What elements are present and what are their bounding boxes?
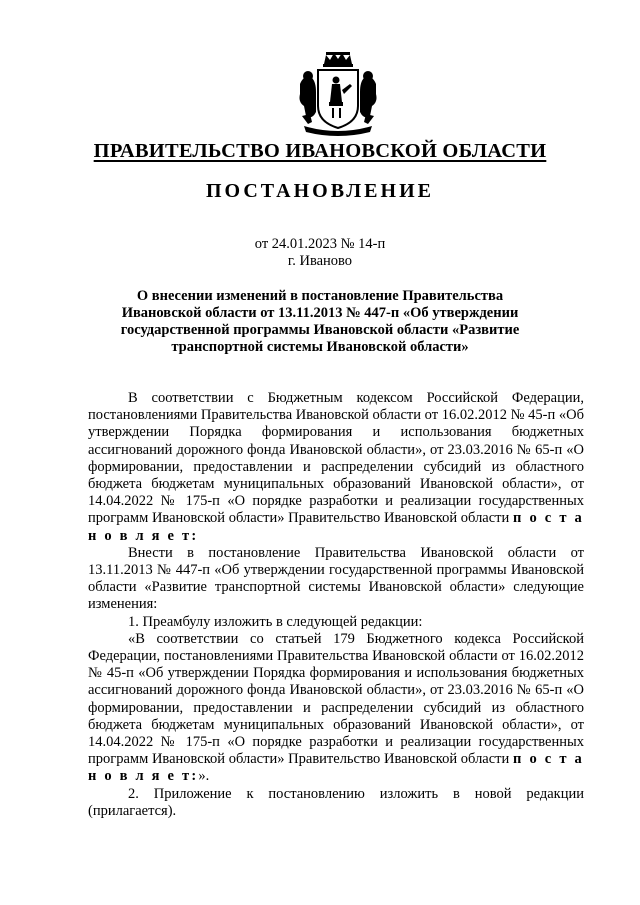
city: г. Иваново <box>287 253 353 269</box>
quote-paragraph: «В соответствии со статьей 179 Бюджетного кодекса Российской Федерации, постановлениями Правительства Ивановской области от 16.02.2012 № 45-п «Об утверждении Порядка формирования и использования бюджетных ассигнований дорожного фонда Ивановской области», от 23.03.2016 № 65-п «О формировании, предоставлении и распределении субсидий из областного бюджета бюджетам муниципальных образований Ивановской области», от 14.04.2022 № 175-п «О порядке разработки и реализации государственных программ Ивановской области» Правительство Ивановской области п о с т а н о в л я е т:». <box>88 630 585 785</box>
quote-decree-word: п о с т а н о в л я е т: <box>88 751 585 785</box>
document-type: ПОСТАНОВЛЕНИЕ <box>206 180 434 202</box>
date-number: от 24.01.2023 № 14-п <box>254 236 386 252</box>
document-subject: О внесении изменений в постановление Правительства Ивановской области от 13.11.2013 № 447-п «Об утверждении государственной программы Ивановской области «Развитие транспортной системы Ивановской области» <box>120 288 520 355</box>
preamble-paragraph: В соответствии с Бюджетным кодексом Российской Федерации, постановлениями Правительства Ивановской области от 16.02.2012 № 45-п «Об утверждении Порядка формирования и использования бюджетных ассигнований дорожного фонда Ивановской области», от 23.03.2016 № 65-п «О формировании, предоставлении и распределении субсидий из областного бюджета бюджетам муниципальных образований Ивановской области», от 14.04.2022 № 175-п «О порядке разработки и реализации государственных программ Ивановской области» Правительство Ивановской области п о с т а н о в л я е т: <box>88 390 585 544</box>
government-title: ПРАВИТЕЛЬСТВО ИВАНОВСКОЙ ОБЛАСТИ <box>93 140 547 162</box>
document-meta <box>0 236 640 270</box>
item-2-paragraph: 2. Приложение к постановлению изложить в новой редакции (прилагается). <box>88 785 584 819</box>
document-body <box>88 390 584 820</box>
item-1-paragraph: 1. Преамбулу изложить в следующей редакции: <box>128 613 423 630</box>
coat-of-arms-emblem <box>296 50 380 136</box>
intro-paragraph: Внести в постановление Правительства Ивановской области от 13.11.2013 № 447-п «Об утверждении государственной программы Ивановской области «Развитие транспортной системы Ивановской области» следующие изменения: <box>88 544 584 613</box>
decree-word: п о с т а н о в л я е т: <box>88 510 585 544</box>
